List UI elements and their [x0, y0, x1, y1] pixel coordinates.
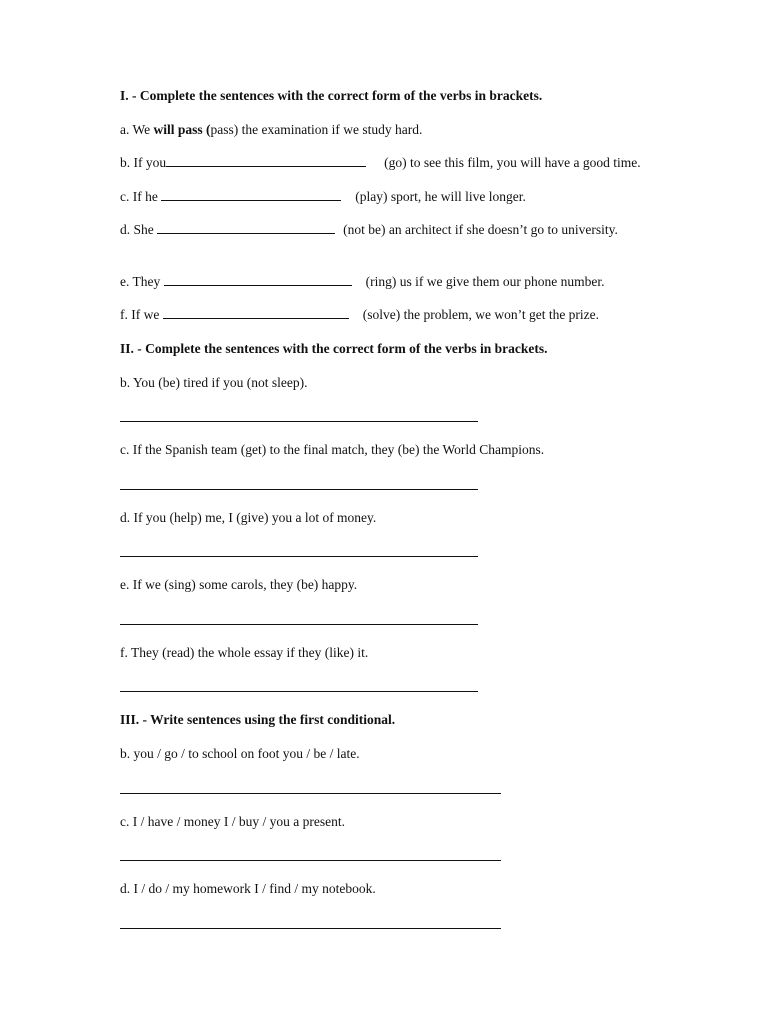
section-2-item-b: b. You (be) tired if you (not sleep).: [120, 375, 308, 390]
item-prefix: c. If he: [120, 189, 162, 204]
answer-line[interactable]: [120, 624, 478, 625]
answer-line[interactable]: [120, 421, 478, 422]
item-prefix: e. They: [120, 274, 164, 289]
item-prefix: a. We: [120, 122, 154, 137]
section-2-item-d: d. If you (help) me, I (give) you a lot of money.: [120, 510, 377, 525]
answer-blank[interactable]: [157, 221, 335, 234]
section-3-item-b: b. you / go / to school on foot you / be / late.: [120, 746, 360, 761]
item-suffix: (go) to see this film, you will have a good time.: [384, 155, 641, 170]
item-bold-answer: will pass (: [153, 122, 211, 137]
section-3-item-c: c. I / have / money I / buy / you a present.: [120, 814, 345, 829]
item-suffix: pass) the examination if we study hard.: [210, 122, 423, 137]
answer-line[interactable]: [120, 556, 478, 557]
item-suffix: (not be) an architect if she doesn’t go to university.: [343, 222, 618, 237]
section-2-item-f: f. They (read) the whole essay if they (like) it.: [120, 645, 369, 660]
section-2-heading: II. - Complete the sentences with the correct form of the verbs in brackets.: [120, 341, 548, 356]
section-1-item-a: [120, 121, 422, 138]
answer-blank[interactable]: [163, 306, 349, 319]
answer-line[interactable]: [120, 489, 478, 490]
section-1-item-c: [120, 188, 526, 205]
item-prefix: b. If you: [120, 155, 167, 170]
answer-line[interactable]: [120, 928, 501, 929]
section-1-item-e: [120, 273, 604, 290]
answer-line[interactable]: [120, 793, 501, 794]
section-1-item-b: [120, 154, 641, 171]
section-2-item-e: e. If we (sing) some carols, they (be) happy.: [120, 577, 358, 592]
item-prefix: f. If we: [120, 307, 163, 322]
section-1-heading: I. - Complete the sentences with the correct form of the verbs in brackets.: [120, 88, 543, 103]
answer-blank[interactable]: [166, 154, 366, 167]
item-suffix: (solve) the problem, we won’t get the prize.: [362, 307, 600, 322]
section-1-item-d: [120, 221, 620, 238]
section-2-item-c: c. If the Spanish team (get) to the final match, they (be) the World Champions.: [120, 442, 545, 457]
item-suffix: (ring) us if we give them our phone number.: [365, 274, 605, 289]
section-3-item-d: d. I / do / my homework I / find / my notebook.: [120, 881, 376, 896]
answer-blank[interactable]: [164, 273, 352, 286]
section-1-item-f: [120, 306, 599, 323]
item-suffix: (play) sport, he will live longer.: [355, 189, 526, 204]
item-prefix: d. She: [120, 222, 158, 237]
section-3-heading: III. - Write sentences using the first conditional.: [120, 712, 396, 727]
answer-line[interactable]: [120, 691, 478, 692]
answer-line[interactable]: [120, 860, 501, 861]
answer-blank[interactable]: [161, 188, 341, 201]
